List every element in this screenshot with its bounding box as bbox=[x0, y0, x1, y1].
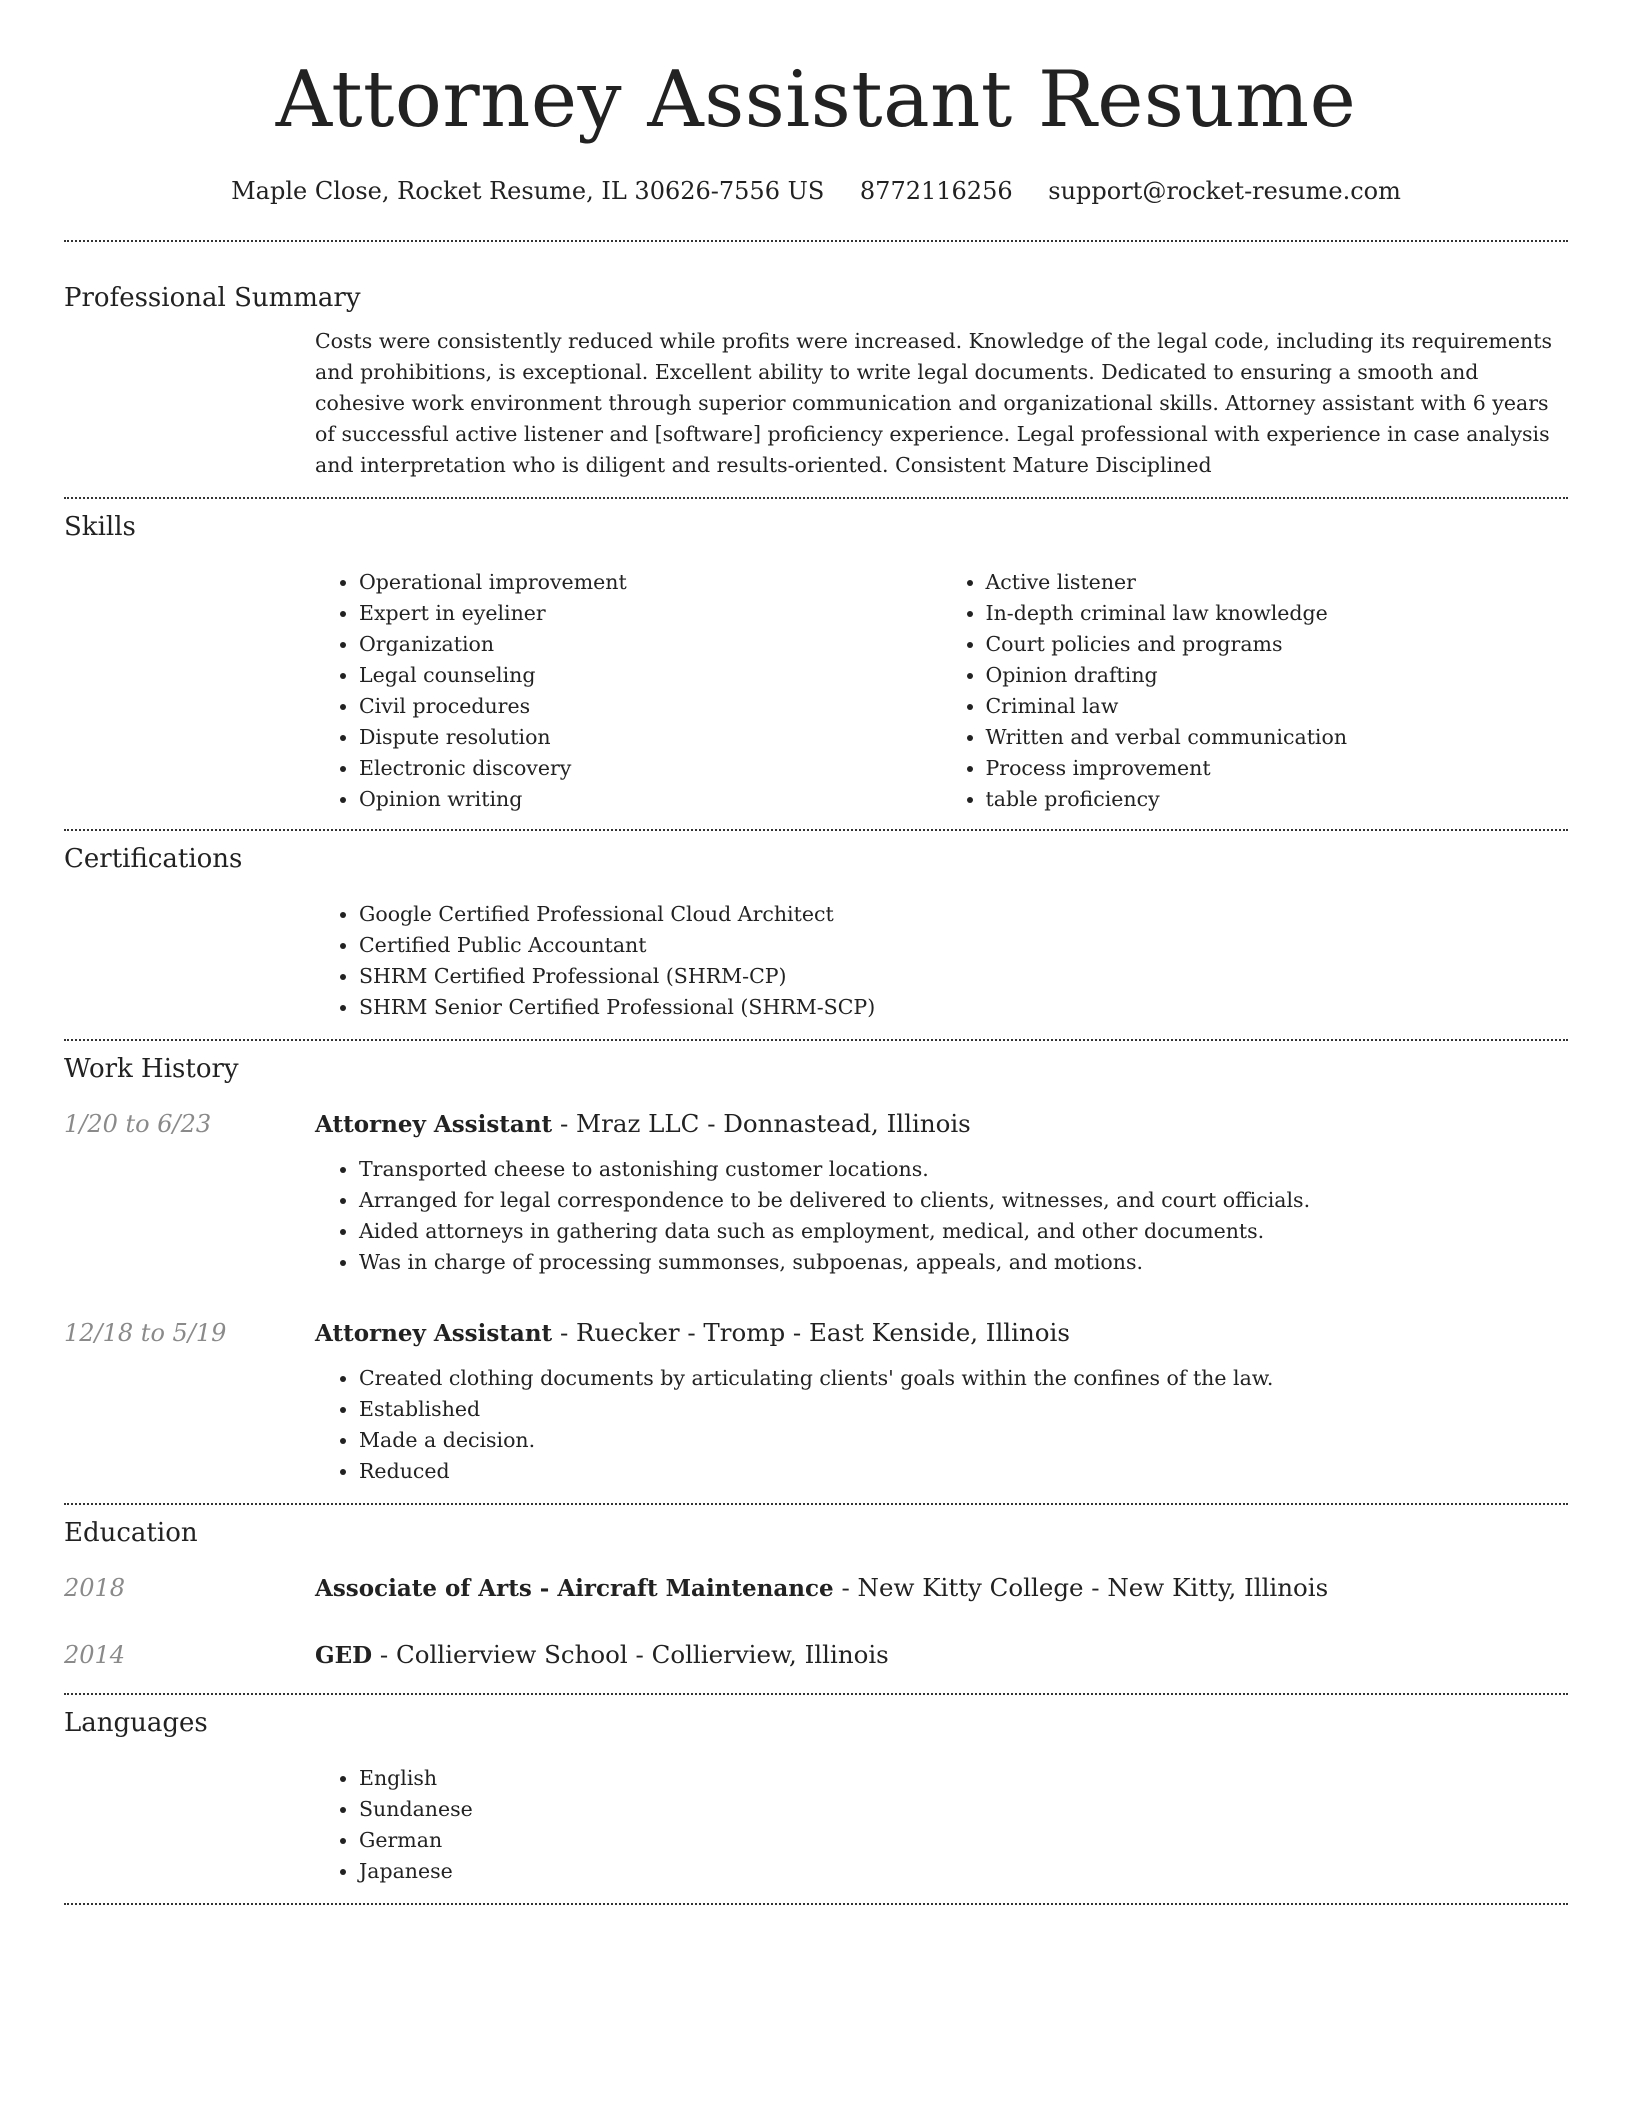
list-item: • Sundanese bbox=[359, 1794, 1568, 1825]
section-title-languages: Languages bbox=[64, 1708, 208, 1738]
divider bbox=[64, 829, 1568, 831]
section-title-summary: Professional Summary bbox=[64, 283, 361, 313]
job-bullets bbox=[315, 1154, 1568, 1278]
job-heading bbox=[315, 1107, 971, 1142]
education-year: 2018 bbox=[64, 1574, 126, 1602]
contact-address: Maple Close, Rocket Resume, IL 30626-7556 US bbox=[231, 177, 825, 205]
section-languages bbox=[64, 1707, 1568, 1887]
languages-body bbox=[315, 1763, 1568, 1887]
list-item: • Certified Public Accountant bbox=[359, 930, 1568, 961]
section-summary bbox=[64, 282, 1568, 481]
languages-list bbox=[315, 1763, 1568, 1887]
list-item: • SHRM Senior Certified Professional (SHRM-SCP) bbox=[359, 992, 1568, 1023]
section-work-history bbox=[64, 1053, 1568, 1487]
contact-email: support@rocket-resume.com bbox=[1048, 177, 1401, 205]
job-company: Ruecker - Tromp - East Kenside, Illinois bbox=[576, 1318, 1070, 1347]
resume-header bbox=[64, 0, 1568, 206]
certifications-list bbox=[315, 899, 1568, 1023]
job-dates: 12/18 to 5/19 bbox=[64, 1319, 227, 1347]
certifications-body bbox=[315, 899, 1568, 1023]
list-item: • English bbox=[359, 1763, 1568, 1794]
section-title-work: Work History bbox=[64, 1054, 239, 1084]
list-item: • Aided attorneys in gathering data such as employment, medical, and other documents. bbox=[359, 1216, 1568, 1247]
education-degree: GED bbox=[315, 1642, 373, 1669]
contact-phone: 8772116256 bbox=[859, 177, 1013, 205]
job-entry bbox=[64, 1107, 1568, 1142]
list-item: • Organization bbox=[359, 629, 942, 660]
divider bbox=[64, 1039, 1568, 1041]
list-item: • Expert in eyeliner bbox=[359, 598, 942, 629]
list-item: • Legal counseling bbox=[359, 660, 942, 691]
job-entry bbox=[64, 1316, 1568, 1351]
contact-line bbox=[64, 176, 1568, 206]
job-details bbox=[315, 1363, 1568, 1487]
list-item: • Made a decision. bbox=[359, 1425, 1568, 1456]
divider bbox=[64, 1693, 1568, 1695]
list-item: • German bbox=[359, 1825, 1568, 1856]
list-item: • Dispute resolution bbox=[359, 722, 942, 753]
list-item: • Arranged for legal correspondence to be delivered to clients, witnesses, and court officials. bbox=[359, 1185, 1568, 1216]
list-item: • Criminal law bbox=[986, 691, 1569, 722]
education-school: - Collierview School - Collierview, Illinois bbox=[372, 1640, 889, 1669]
list-item: • Was in charge of processing summonses, subpoenas, appeals, and motions. bbox=[359, 1247, 1568, 1278]
list-item: • table proficiency bbox=[986, 784, 1569, 815]
job-dates: 1/20 to 6/23 bbox=[64, 1110, 212, 1138]
list-item: • Opinion drafting bbox=[986, 660, 1569, 691]
resume-page bbox=[64, 0, 1568, 1905]
list-item: • SHRM Certified Professional (SHRM-CP) bbox=[359, 961, 1568, 992]
list-item: • Google Certified Professional Cloud Architect bbox=[359, 899, 1568, 930]
education-entry bbox=[64, 1571, 1568, 1606]
education-year: 2014 bbox=[64, 1641, 126, 1669]
education-school: - New Kitty College - New Kitty, Illinois bbox=[833, 1573, 1329, 1602]
divider bbox=[64, 240, 1568, 242]
list-item: • Transported cheese to astonishing customer locations. bbox=[359, 1154, 1568, 1185]
list-item: • Created clothing documents by articulating clients' goals within the confines of the law. bbox=[359, 1363, 1568, 1394]
section-certifications bbox=[64, 843, 1568, 1023]
job-position: Attorney Assistant bbox=[315, 1320, 553, 1347]
divider bbox=[64, 497, 1568, 499]
list-item: • Written and verbal communication bbox=[986, 722, 1569, 753]
job-separator: - bbox=[552, 1318, 577, 1347]
section-title-education: Education bbox=[64, 1518, 198, 1548]
list-item: • Reduced bbox=[359, 1456, 1568, 1487]
education-degree: Associate of Arts - Aircraft Maintenance bbox=[315, 1575, 834, 1602]
section-skills bbox=[64, 511, 1568, 815]
section-title-certifications: Certifications bbox=[64, 844, 243, 874]
job-details bbox=[315, 1154, 1568, 1278]
divider bbox=[64, 1503, 1568, 1505]
education-heading bbox=[315, 1638, 889, 1673]
list-item: • Opinion writing bbox=[359, 784, 942, 815]
skills-list-left bbox=[315, 567, 942, 815]
job-position: Attorney Assistant bbox=[315, 1111, 553, 1138]
list-item: • Court policies and programs bbox=[986, 629, 1569, 660]
skills-list-right bbox=[942, 567, 1569, 815]
job-heading bbox=[315, 1316, 1070, 1351]
skills-grid bbox=[315, 567, 1568, 815]
education-entry bbox=[64, 1638, 1568, 1673]
list-item: • Established bbox=[359, 1394, 1568, 1425]
list-item: • Civil procedures bbox=[359, 691, 942, 722]
list-item: • Active listener bbox=[986, 567, 1569, 598]
job-separator: - bbox=[552, 1109, 577, 1138]
summary-text: Costs were consistently reduced while profits were increased. Knowledge of the legal code, including its requirements and prohibitions, is exceptional. Excellent ability to write legal documents. Dedicated to ensuring a smooth and cohesive work environment through superior communication and organizational skills. Attorney assistant with 6 years of successful active listener and [software] proficiency experience. Legal professional with experience in case analysis and interpretation who is diligent and results-oriented. Consistent Mature Disciplined bbox=[315, 329, 1552, 477]
job-company: Mraz LLC - Donnastead, Illinois bbox=[576, 1109, 971, 1138]
list-item: • Operational improvement bbox=[359, 567, 942, 598]
section-title-skills: Skills bbox=[64, 512, 136, 542]
list-item: • Process improvement bbox=[986, 753, 1569, 784]
list-item: • In-depth criminal law knowledge bbox=[986, 598, 1569, 629]
section-education bbox=[64, 1517, 1568, 1673]
list-item: • Japanese bbox=[359, 1856, 1568, 1887]
divider bbox=[64, 1903, 1568, 1905]
education-heading bbox=[315, 1571, 1328, 1606]
job-bullets bbox=[315, 1363, 1568, 1487]
list-item: • Electronic discovery bbox=[359, 753, 942, 784]
resume-title: Attorney Assistant Resume bbox=[275, 55, 1357, 145]
